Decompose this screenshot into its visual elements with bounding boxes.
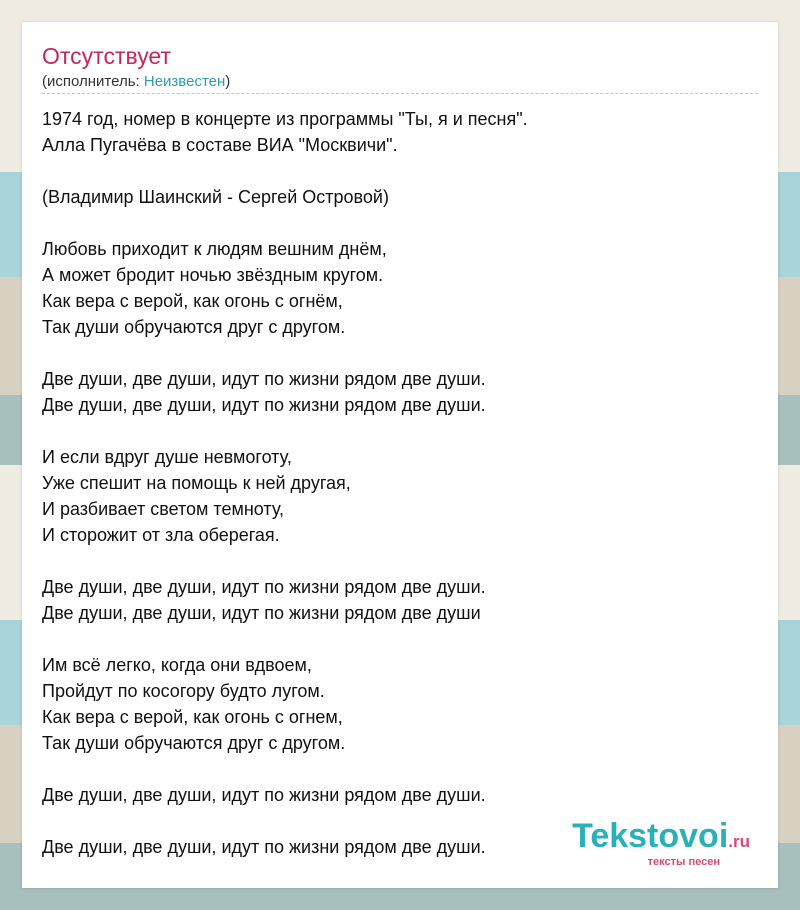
stanza-gap <box>42 340 758 366</box>
stanza-gap <box>42 626 758 652</box>
logo-domain: .ru <box>728 832 750 851</box>
song-title: Отсутствует <box>42 43 171 69</box>
logo-wordmark <box>572 818 750 860</box>
lyrics-text <box>42 106 758 860</box>
artist-link[interactable]: Неизвестен <box>143 73 226 90</box>
lyric-line: Две души, две души, идут по жизни рядом две души. <box>42 395 486 415</box>
lyric-line: (Владимир Шаинский - Сергей Островой) <box>42 187 389 207</box>
lyric-line: Две души, две души, идут по жизни рядом две души. <box>42 577 486 597</box>
artist-prefix: (исполнитель: <box>42 73 144 90</box>
stanza-gap <box>42 158 758 184</box>
dashed-divider <box>42 93 758 94</box>
lyric-line: Как вера с верой, как огонь с огнем, <box>42 707 343 727</box>
lyrics-card <box>22 22 778 888</box>
lyric-line: И сторожит от зла оберегая. <box>42 525 280 545</box>
lyric-line: И если вдруг душе невмоготу, <box>42 447 292 467</box>
lyric-line: Любовь приходит к людям вешним днём, <box>42 239 387 259</box>
lyric-line: Им всё легко, когда они вдвоем, <box>42 655 312 675</box>
stanza-gap <box>42 548 758 574</box>
lyric-line: И разбивает светом темноту, <box>42 499 285 519</box>
lyric-line: А может бродит ночью звёздным кругом. <box>42 265 384 285</box>
stanza-gap <box>42 418 758 444</box>
site-logo[interactable] <box>572 818 750 868</box>
lyric-line: Пройдут по косогору будто лугом. <box>42 681 325 701</box>
lyric-line: Как вера с верой, как огонь с огнём, <box>42 291 343 311</box>
artist-line <box>42 72 230 92</box>
lyric-line: Две души, две души, идут по жизни рядом две души. <box>42 369 486 389</box>
artist-suffix: ) <box>225 73 231 90</box>
stanza-gap <box>42 210 758 236</box>
lyric-line: Так души обручаются друг с другом. <box>42 317 346 337</box>
lyric-line: 1974 год, номер в концерте из программы "Ты, я и песня". <box>42 109 528 129</box>
lyric-line: Так души обручаются друг с другом. <box>42 733 346 753</box>
lyric-line: Две души, две души, идут по жизни рядом две души. <box>42 837 486 857</box>
lyric-line: Две души, две души, идут по жизни рядом две души <box>42 603 481 623</box>
lyric-line: Алла Пугачёва в составе ВИА "Москвичи". <box>42 135 398 155</box>
stanza-gap <box>42 756 758 782</box>
logo-name: Tekstovoi <box>572 817 729 855</box>
logo-tagline: тексты песен <box>647 856 720 868</box>
lyric-line: Две души, две души, идут по жизни рядом две души. <box>42 785 486 805</box>
lyric-line: Уже спешит на помощь к ней другая, <box>42 473 351 493</box>
